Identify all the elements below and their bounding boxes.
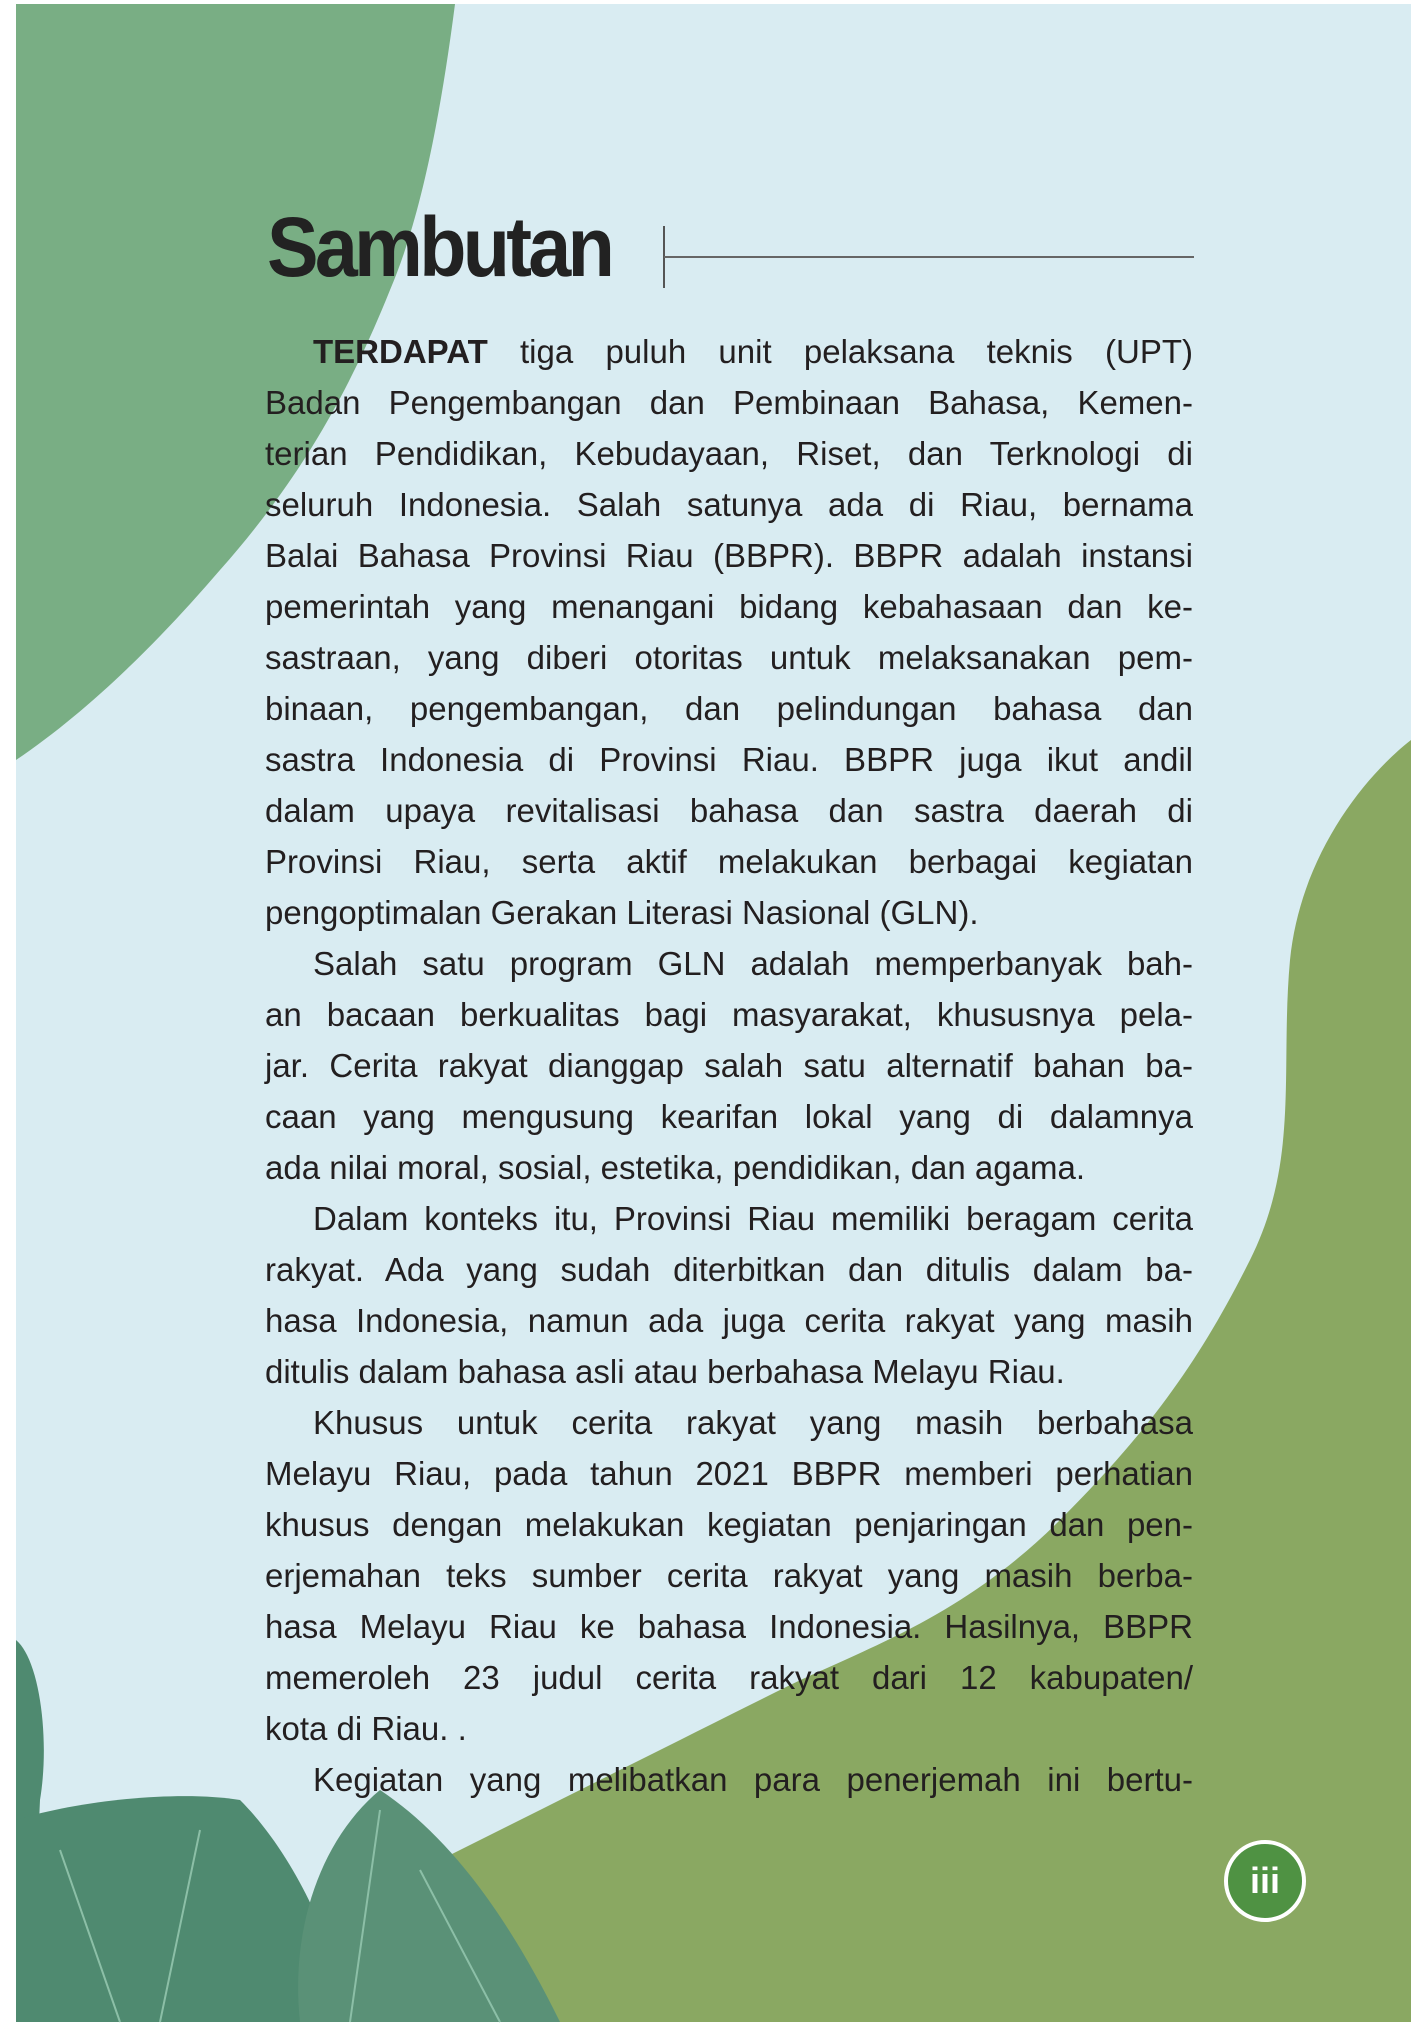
line-text: Khusus untuk cerita rakyat yang masih berbahasa [313,1404,1193,1441]
paragraph-line [265,530,1193,581]
paragraph-line [265,377,1193,428]
line-text: Badan Pengembangan dan Pembinaan Bahasa, Kemen- [265,384,1193,421]
title-divider-horizontal [664,256,1194,258]
line-text: binaan, pengembangan, dan pelindungan bahasa dan [265,690,1193,727]
line-text: jar. Cerita rakyat dianggap salah satu alternatif bahan ba- [265,1047,1193,1084]
paragraph-line [265,989,1193,1040]
paragraph-line [265,887,1193,938]
line-text: kota di Riau. . [265,1710,467,1747]
line-text: an bacaan berkualitas bagi masyarakat, khususnya pela- [265,996,1193,1033]
paragraph-line [265,581,1193,632]
line-text: Salah satu program GLN adalah memperbanyak bah- [313,945,1193,982]
line-text: terian Pendidikan, Kebudayaan, Riset, dan Terknologi di [265,435,1193,472]
paragraph-lead-word: TERDAPAT [313,333,488,370]
line-text: ada nilai moral, sosial, estetika, pendidikan, dan agama. [265,1149,1085,1186]
line-text: Balai Bahasa Provinsi Riau (BBPR). BBPR adalah instansi [265,537,1193,574]
paragraph-line [265,1448,1193,1499]
body-text [265,326,1193,1805]
page-title: Sambutan [267,200,612,294]
paragraph-line [265,326,1193,377]
paragraph-line [265,1397,1193,1448]
paragraph-line [265,1652,1193,1703]
line-text: Kegiatan yang melibatkan para penerjemah ini bertu- [313,1761,1193,1798]
paragraph-line [265,1244,1193,1295]
line-text: memeroleh 23 judul cerita rakyat dari 12 kabupaten/ [265,1659,1193,1696]
paragraph-line [265,938,1193,989]
line-text: caan yang mengusung kearifan lokal yang di dalamnya [265,1098,1193,1135]
paragraph-line [265,683,1193,734]
paragraph-line [265,1601,1193,1652]
paragraph-line [265,1142,1193,1193]
line-text: seluruh Indonesia. Salah satunya ada di Riau, bernama [265,486,1193,523]
paragraph-line [265,428,1193,479]
paragraph-line [265,1193,1193,1244]
paragraph-line [265,1346,1193,1397]
line-text: tiga puluh unit pelaksana teknis (UPT) [487,333,1193,370]
line-text: pemerintah yang menangani bidang kebahasaan dan ke- [265,588,1193,625]
line-text: Dalam konteks itu, Provinsi Riau memiliki beragam cerita [313,1200,1193,1237]
paragraph-line [265,1040,1193,1091]
paragraph-line [265,785,1193,836]
paragraph-line [265,632,1193,683]
paragraph-line [265,836,1193,887]
line-text: khusus dengan melakukan kegiatan penjaringan dan pen- [265,1506,1193,1543]
line-text: hasa Melayu Riau ke bahasa Indonesia. Hasilnya, BBPR [265,1608,1193,1645]
line-text: pengoptimalan Gerakan Literasi Nasional (GLN). [265,894,979,931]
paragraph-line [265,1091,1193,1142]
paragraph-line [265,479,1193,530]
line-text: Melayu Riau, pada tahun 2021 BBPR memberi perhatian [265,1455,1193,1492]
paragraph-line [265,1754,1193,1805]
page-number-badge: iii [1224,1840,1306,1922]
paragraph-line [265,1550,1193,1601]
line-text: dalam upaya revitalisasi bahasa dan sastra daerah di [265,792,1193,829]
paragraph-line [265,1499,1193,1550]
paragraph-line [265,1703,1193,1754]
line-text: rakyat. Ada yang sudah diterbitkan dan ditulis dalam ba- [265,1251,1193,1288]
line-text: Provinsi Riau, serta aktif melakukan berbagai kegiatan [265,843,1193,880]
line-text: hasa Indonesia, namun ada juga cerita rakyat yang masih [265,1302,1193,1339]
line-text: erjemahan teks sumber cerita rakyat yang masih berba- [265,1557,1193,1594]
line-text: ditulis dalam bahasa asli atau berbahasa Melayu Riau. [265,1353,1065,1390]
paragraph-line [265,734,1193,785]
paragraph-line [265,1295,1193,1346]
line-text: sastraan, yang diberi otoritas untuk melaksanakan pem- [265,639,1193,676]
line-text: sastra Indonesia di Provinsi Riau. BBPR juga ikut andil [265,741,1193,778]
